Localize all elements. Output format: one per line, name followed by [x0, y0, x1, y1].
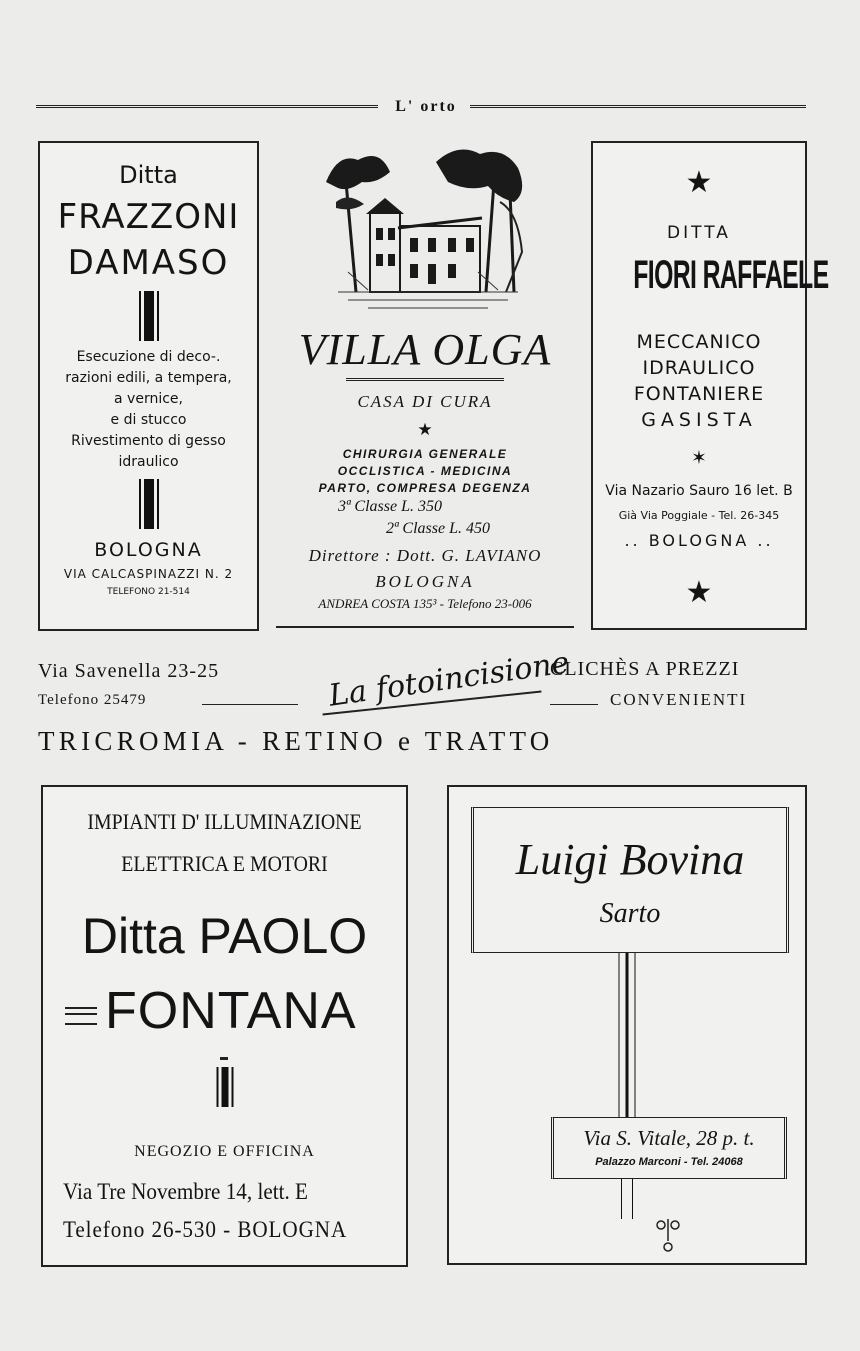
villa-illustration	[318, 142, 532, 318]
desc-line: e di stucco	[110, 412, 187, 428]
ad-luigi-bovina	[447, 785, 807, 1265]
trade-line: GASISTA	[641, 409, 757, 431]
page-header	[36, 96, 806, 120]
company-name-line1: Ditta PAOLO	[81, 908, 368, 964]
ad-fotoincisione	[36, 645, 808, 764]
connector-lines-bottom	[621, 1179, 633, 1219]
desc-line: a vernice,	[114, 391, 183, 407]
trade-sarto: Sarto	[599, 898, 661, 929]
bottom-rule	[276, 626, 574, 628]
triple-rule-icon	[65, 1007, 97, 1025]
city: .. BOLOGNA ..	[624, 531, 774, 550]
ornament-circles	[655, 1219, 681, 1255]
service-line: OCCLISTICA - MEDICINA	[337, 464, 513, 478]
tagline: TRICROMIA - RETINO e TRATTO	[38, 726, 554, 756]
ad-fiori-raffaele	[591, 141, 829, 630]
service-line: CHIRURGIA GENERALE	[342, 447, 508, 461]
ornament-bars-bottom	[139, 479, 159, 529]
fotoincisione-logo: La fotoincisione	[326, 645, 572, 714]
trades	[593, 329, 805, 433]
address: VIA CALCASPINAZZI N. 2	[63, 567, 234, 581]
address: Via Nazario Sauro 16 let. B	[605, 483, 793, 499]
header-rule-left	[36, 105, 378, 108]
small-dash	[220, 1057, 228, 1060]
name-panel	[471, 807, 789, 953]
ad-paolo-fontana	[41, 785, 408, 1267]
villa-title: VILLA OLGA	[298, 325, 552, 374]
villa-subtitle: CASA DI CURA	[357, 392, 493, 411]
negozio-officina: NEGOZIO E OFFICINA	[134, 1143, 315, 1160]
company-name-line2: DAMASO	[67, 243, 230, 283]
trade-line: IDRAULICO	[642, 357, 756, 379]
desc-line: Rivestimento di gesso	[71, 433, 226, 449]
address: Via Tre Novembre 14, lett. E	[63, 1179, 308, 1204]
phone: Telefono 25479	[38, 692, 147, 708]
phone-rule	[202, 704, 298, 705]
desc-line: razioni edili, a tempera,	[65, 370, 232, 386]
address-panel	[551, 1117, 787, 1179]
ditta-label: DITTA	[667, 223, 731, 243]
city: BOLOGNA	[375, 572, 475, 591]
city: BOLOGNA	[94, 539, 203, 561]
palazzo-phone: Palazzo Marconi - Tel. 24068	[595, 1156, 743, 1168]
line-illuminazione: IMPIANTI D' ILLUMINAZIONE	[87, 809, 362, 834]
asterisk-icon: ✶	[691, 447, 707, 469]
desc-line: idraulico	[118, 454, 179, 470]
ornament-bars	[216, 1067, 233, 1107]
convenienti-rule	[550, 704, 598, 705]
tailor-name: Luigi Bovina	[515, 835, 745, 884]
company-name: FIORI RAFFAELE	[633, 253, 829, 297]
ditta-label: Ditta	[119, 161, 178, 189]
third-class-price: 3ª Classe L. 350	[338, 498, 442, 515]
company-name-line1: FRAZZONI	[57, 197, 240, 237]
service-line: PARTO, COMPRESA DEGENZA	[318, 481, 532, 495]
line-elettrica: ELETTRICA E MOTORI	[121, 851, 328, 876]
address: Via Savenella 23-25	[38, 660, 220, 682]
cliches-text: CLICHÈS A PREZZI	[550, 658, 740, 680]
formerly: Già Via Poggiale - Tel. 26-345	[618, 509, 780, 522]
trade-line: FONTANIERE	[633, 383, 765, 405]
trade-line: MECCANICO	[636, 331, 762, 353]
header-rule-right	[470, 105, 806, 108]
desc-line: Esecuzione di deco-.	[76, 349, 221, 365]
company-name-line2: FONTANA	[105, 982, 357, 1040]
services	[276, 446, 574, 497]
convenienti-text: CONVENIENTI	[610, 690, 748, 709]
address: Via S. Vitale, 28 p. t.	[583, 1126, 755, 1150]
services-description	[40, 347, 257, 473]
director: Direttore : Dott. G. LAVIANO	[308, 546, 542, 565]
title-underline	[346, 378, 504, 381]
ad-frazzoni	[38, 141, 259, 631]
star-icon: ★	[685, 165, 713, 200]
ornament-bars-top	[139, 291, 159, 341]
connector-lines	[619, 953, 636, 1117]
star-icon: ★	[417, 420, 433, 440]
second-class-price: 2ª Classe L. 450	[386, 520, 490, 537]
address-phone: ANDREA COSTA 135³ - Telefono 23-006	[318, 596, 532, 611]
ad-villa-olga	[276, 136, 574, 631]
phone-city: Telefono 26-530 - BOLOGNA	[63, 1217, 348, 1242]
phone: TELEFONO 21-514	[107, 587, 190, 597]
star-icon: ★	[685, 575, 713, 610]
header-title: L' orto	[395, 98, 457, 115]
